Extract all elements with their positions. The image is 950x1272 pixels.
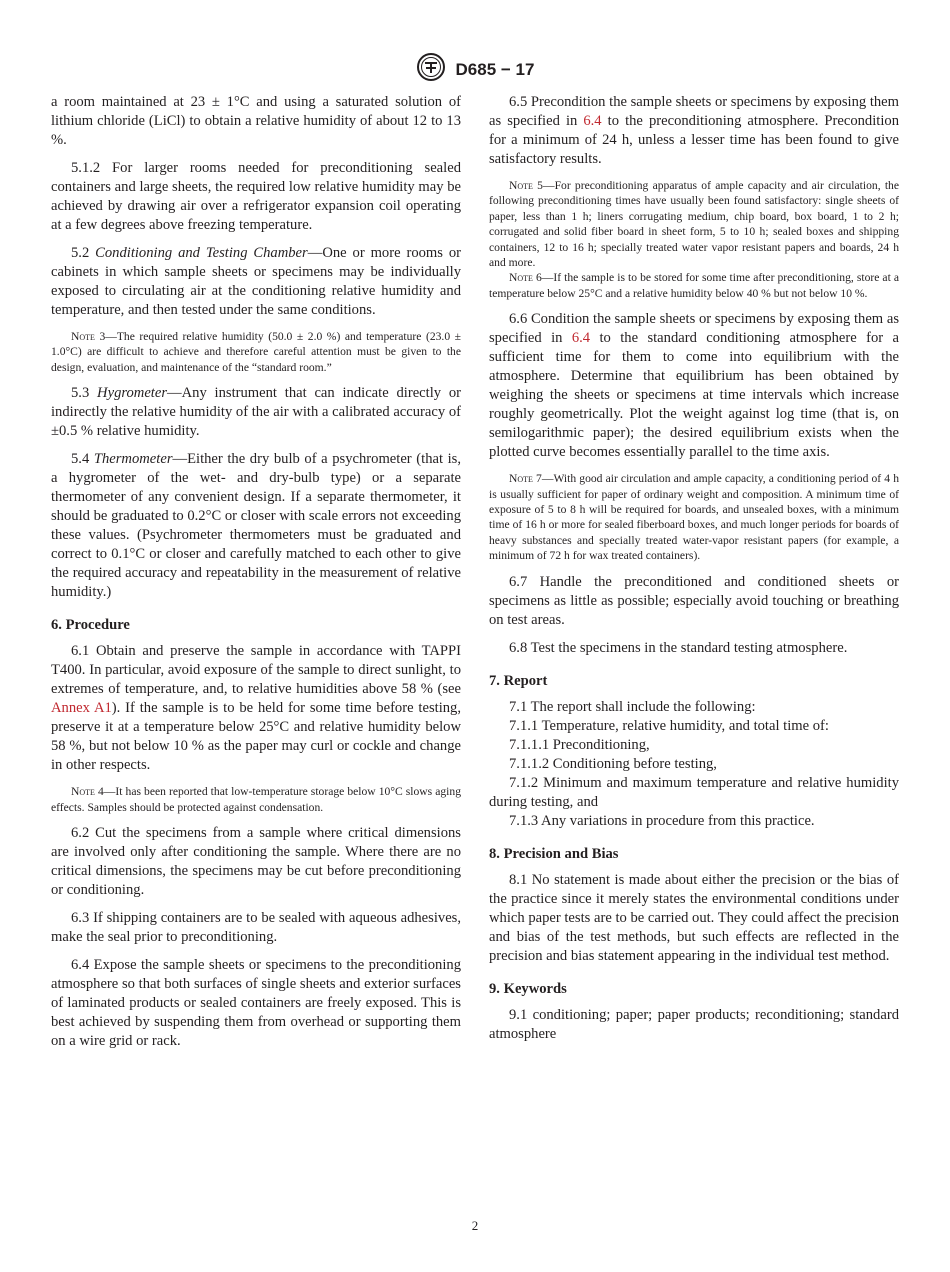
paragraph-5-4: 5.4 Thermometer—Either the dry bulb of a psychrometer (that is, a hygrometer of the wet- and dry-bulb type) or a separate thermometer of any convenient design. If a separate thermometer, it should be graduated to 0.2°C or closer with scale errors not exceeding these values. (Psychrometer thermometers must be graduated and correct to 0.1°C or closer and carefully matched to each other to give the required accuracy and repeatability in the measurement of relative humidity.) bbox=[51, 451, 462, 601]
paragraph-7-1: 7.1 The report shall include the following: bbox=[509, 698, 756, 715]
paragraph-6-8: 6.8 Test the specimens in the standard testing atmosphere. bbox=[509, 639, 848, 656]
link-section-6-4-second[interactable]: 6.4 bbox=[571, 330, 591, 347]
heading-precision-and-bias: 8. Precision and Bias bbox=[489, 845, 619, 862]
paragraph-6-2: 6.2 Cut the specimens from a sample where critical dimensions are involved only after conditioning the sample. Where there are no critical dimensions, the specimens may be cut before preconditioning or conditioning. bbox=[51, 825, 461, 899]
paragraph-5-2: 5.2 Conditioning and Testing Chamber—One or more rooms or cabinets in which sample sheets or specimens may be individually exposed to circulating air at the conditioning relative humidity and temperature, and then tested under the same conditions. bbox=[51, 245, 461, 318]
heading-keywords: 9. Keywords bbox=[489, 980, 567, 997]
paragraph-7-1-1-2: 7.1.1.2 Conditioning before testing, bbox=[509, 755, 717, 772]
note-5: Note 5—For preconditioning apparatus of ample capacity and air circulation, the following preconditioning times have usually been found satisfactory: single sheets of paper, less than 1 h; liners corrugating medium, chip board, box board, 1 to 2 h; corrugated and solid fiber board in sheet form, 5 to 10 h; sealed boxes and shipping containers, 12 to 16 h; specially treated water vapor resistant papers and boards, 24 h and more. bbox=[489, 179, 900, 270]
paragraph-6-4: 6.4 Expose the sample sheets or specimens to the preconditioning atmosphere so that both surfaces of single sheets and exterior surfaces of laminated products or sealed containers are freely exposed. This is best achieved by suspending them from overhead or supporting them on a wire grid or rack. bbox=[51, 957, 461, 1050]
paragraph-7-1-3: 7.1.3 Any variations in procedure from this practice. bbox=[509, 812, 815, 829]
paragraph-7-1-1-1: 7.1.1.1 Preconditioning, bbox=[509, 736, 650, 753]
paragraph-6-7: 6.7 Handle the preconditioned and conditioned sheets or specimens as little as possible; especially avoid touching or breathing on test areas. bbox=[489, 573, 899, 628]
right-column bbox=[489, 93, 899, 1053]
note-7: Note 7—With good air circulation and ample capacity, a conditioning period of 4 h is usually sufficient for paper of ordinary weight and composition. A minimum time of exposure of 5 to 8 h will be required for boards, and unsealed boxes, with a minimum time of 16 h or more for sealed fiberboard boxes, and much longer periods for boards of heavy substances and specially treated water-vapor resistant papers (for example, a minimum of 72 h for wax treated containers). bbox=[489, 472, 899, 563]
paragraph-5-1-2: 5.1.2 For larger rooms needed for preconditioning sealed containers and large sheets, the required low relative humidity may be achieved by drawing air over a refrigerator expansion coil operating at a few degrees above freezing temperature. bbox=[51, 160, 461, 233]
page-header bbox=[0, 52, 950, 87]
section-title-conditioning-chamber: Conditioning and Testing Chamber bbox=[95, 245, 308, 261]
paragraph-6-3: 6.3 If shipping containers are to be sealed with aqueous adhesives, make the seal prior to preconditioning. bbox=[51, 910, 461, 946]
section-title-thermometer: Thermometer bbox=[93, 451, 173, 468]
note-3: Note 3—The required relative humidity (50.0 ± 2.0 %) and temperature (23.0 ± 1.0°C) are difficult to achieve and therefore careful attention must be given to the design, evaluation, and maintenance of the “standard room.” bbox=[51, 330, 461, 374]
paragraph-9-1: 9.1 conditioning; paper; paper products; reconditioning; standard atmosphere bbox=[489, 1006, 899, 1042]
paragraph-5-1-1-continued: a room maintained at 23 ± 1°C and using a saturated solution of lithium chloride (LiCl) to obtain a relative humidity of about 12 to 13 %. bbox=[51, 94, 461, 148]
link-section-6-4[interactable]: 6.4 bbox=[583, 113, 602, 129]
link-annex-a1[interactable]: Annex A1 bbox=[51, 700, 112, 717]
paragraph-8-1: 8.1 No statement is made about either the precision or the bias of the practice since it merely states the environmental conditions under which paper tests are to be carried out. They could affect the precision and bias of the test methods, but such effects are reflected in the precision and bias statement appearing in the individual test method. bbox=[489, 871, 899, 964]
paragraph-5-3: 5.3 Hygrometer—Any instrument that can indicate directly or indirectly the relative humidity of the air with a calibrated accuracy of ±0.5 % relative humidity. bbox=[51, 385, 462, 440]
left-column bbox=[51, 93, 461, 1060]
paragraph-6-6: 6.6 Condition the sample sheets or specimens by exposing them as specified in 6.4 to the standard conditioning atmosphere for a sufficient time for them to come into equilibrium with the atmosphere. Determine that equilibrium has been obtained by weighing the sheets or specimens at time intervals which increase roughly geometrically. Plot the weight against log time (that is, on semilogarithmic paper); the desired equilibrium exists when the plotted curve becomes essentially parallel to the time axis. bbox=[489, 311, 899, 461]
paragraph-7-1-1: 7.1.1 Temperature, relative humidity, and total time of: bbox=[509, 717, 829, 734]
note-4: Note 4—It has been reported that low-temperature storage below 10°C slows aging effects. Samples should be protected against condensation. bbox=[51, 785, 461, 814]
astm-logo-icon bbox=[416, 52, 446, 87]
page-number: 2 bbox=[471, 1218, 479, 1233]
paragraph-6-1: 6.1 Obtain and preserve the sample in accordance with TAPPI T400. In particular, avoid exposure of the sample to direct sunlight, to extremes of temperature, and, to relative humidities above 58 % (see Annex A1). If the sample is to be held for some time before testing, preserve it at a temperature below 25°C and relative humidity below 58 %, but not below 10 % as the paper may curl or cockle and change in other respects. bbox=[51, 643, 461, 774]
paragraph-7-1-2: 7.1.2 Minimum and maximum temperature and relative humidity during testing, and bbox=[489, 774, 899, 810]
paragraph-6-5: 6.5 Precondition the sample sheets or specimens by exposing them as specified in 6.4 to the preconditioning atmosphere. Precondition for a minimum of 24 h, unless a lesser time has been found to give satisfactory results. bbox=[489, 94, 899, 167]
standard-designation: D685 − 17 bbox=[455, 59, 535, 79]
note-6: Note 6—If the sample is to be stored for some time after preconditioning, store at a temperature below 25°C and a relative humidity below 40 % but not below 10 %. bbox=[489, 271, 899, 300]
heading-procedure: 6. Procedure bbox=[51, 617, 130, 634]
heading-report: 7. Report bbox=[489, 672, 548, 689]
section-title-hygrometer: Hygrometer bbox=[97, 385, 168, 402]
